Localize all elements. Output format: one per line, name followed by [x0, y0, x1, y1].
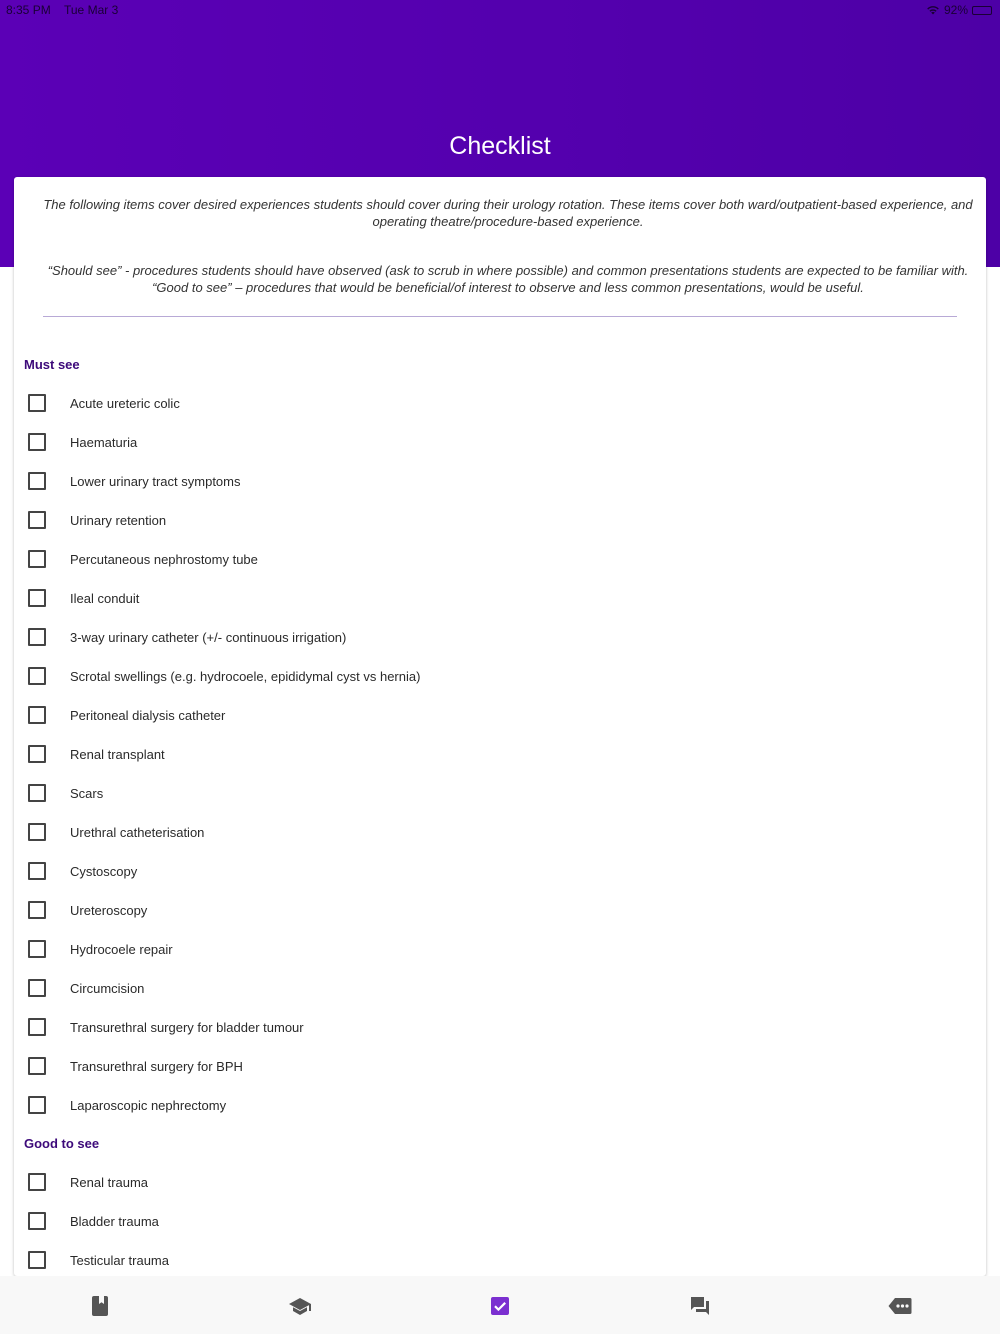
- checklist-item[interactable]: [28, 1015, 304, 1039]
- checklist-item[interactable]: [28, 703, 226, 727]
- checklist-item-label: Laparoscopic nephrectomy: [70, 1097, 227, 1113]
- checklist-item[interactable]: [28, 820, 205, 844]
- checkbox[interactable]: [28, 901, 46, 919]
- checklist-item[interactable]: [28, 625, 347, 649]
- divider: [43, 316, 957, 317]
- checkbox[interactable]: [28, 628, 46, 646]
- checklist-item-label: 3-way urinary catheter (+/- continuous irrigation): [70, 629, 347, 645]
- checklist-item-label: Circumcision: [70, 980, 145, 996]
- status-bar: [0, 0, 1000, 20]
- tab-more[interactable]: [888, 1294, 912, 1318]
- checklist-item-label: Ileal conduit: [70, 590, 140, 606]
- checklist-item[interactable]: [28, 1054, 243, 1078]
- tab-checklist[interactable]: [488, 1294, 512, 1318]
- checklist-item[interactable]: [28, 937, 173, 961]
- book-icon: [91, 1296, 109, 1316]
- checkbox[interactable]: [28, 1251, 46, 1269]
- checkbox[interactable]: [28, 1096, 46, 1114]
- bottom-tab-bar: [0, 1276, 1000, 1334]
- checkbox-checked-icon: [490, 1296, 510, 1316]
- battery-percent: 92%: [943, 3, 968, 17]
- checklist-item-label: Renal transplant: [70, 746, 165, 762]
- checklist-item[interactable]: [28, 547, 258, 571]
- checklist-item[interactable]: [28, 1093, 227, 1117]
- checklist-item-label: Urinary retention: [70, 512, 167, 528]
- checklist-item-label: Haematuria: [70, 434, 138, 450]
- checklist-item-label: Urethral catheterisation: [70, 824, 205, 840]
- checklist-item[interactable]: [28, 781, 104, 805]
- wifi-icon: [926, 5, 940, 15]
- checklist-item[interactable]: [28, 859, 138, 883]
- checklist-item-label: Scars: [70, 785, 104, 801]
- more-tag-icon: [888, 1297, 912, 1315]
- intro-legend: “Should see” - procedures students should have observed (ask to scrub in where possible) and common presentations students are expected to be familiar with. “Good to see” – procedures that would be beneficial/of interest to observe and less common presentations, would be useful.: [47, 263, 969, 295]
- checkbox[interactable]: [28, 394, 46, 412]
- checklist-item[interactable]: [28, 1170, 149, 1194]
- checklist-item[interactable]: [28, 469, 241, 493]
- checklist-item-label: Testicular trauma: [70, 1252, 169, 1268]
- intro-paragraph: The following items cover desired experiences students should cover during their urology rotation. These items cover both ward/outpatient-based experience, and operating theatre/procedure-based experience.: [43, 197, 973, 229]
- checkbox[interactable]: [28, 1057, 46, 1075]
- checklist-item-label: Ureteroscopy: [70, 902, 148, 918]
- checklist-item[interactable]: [28, 1209, 159, 1233]
- checkbox[interactable]: [28, 745, 46, 763]
- checkbox[interactable]: [28, 550, 46, 568]
- checklist-item-label: Hydrocoele repair: [70, 941, 173, 957]
- checklist-item[interactable]: [28, 508, 167, 532]
- checkbox[interactable]: [28, 589, 46, 607]
- section-title: Good to see: [24, 1136, 100, 1151]
- graduation-cap-icon: [288, 1296, 312, 1316]
- checklist-item[interactable]: [28, 664, 421, 688]
- checkbox[interactable]: [28, 706, 46, 724]
- checklist-item[interactable]: [28, 430, 138, 454]
- checklist-item-label: Lower urinary tract symptoms: [70, 473, 241, 489]
- page-title: Checklist: [449, 132, 551, 160]
- chat-icon: [689, 1295, 711, 1317]
- checkbox[interactable]: [28, 1018, 46, 1036]
- checkbox[interactable]: [28, 784, 46, 802]
- checklist-item[interactable]: [28, 976, 145, 1000]
- checklist-item-label: Percutaneous nephrostomy tube: [70, 551, 258, 567]
- status-date: Tue Mar 3: [64, 3, 119, 17]
- checklist-item-label: Peritoneal dialysis catheter: [70, 707, 226, 723]
- checkbox[interactable]: [28, 667, 46, 685]
- battery-icon: [972, 6, 992, 15]
- checklist-item[interactable]: [28, 1248, 169, 1272]
- checklist-item[interactable]: [28, 898, 148, 922]
- checkbox[interactable]: [28, 1173, 46, 1191]
- tab-book[interactable]: [88, 1294, 112, 1318]
- checkbox[interactable]: [28, 979, 46, 997]
- checkbox[interactable]: [28, 433, 46, 451]
- section-title: Must see: [24, 357, 80, 372]
- checklist-item-label: Bladder trauma: [70, 1213, 159, 1229]
- checklist-item-label: Transurethral surgery for bladder tumour: [70, 1019, 304, 1035]
- tab-forum[interactable]: [688, 1294, 712, 1318]
- checklist-item-label: Renal trauma: [70, 1174, 149, 1190]
- tab-learning[interactable]: [288, 1294, 312, 1318]
- checkbox[interactable]: [28, 823, 46, 841]
- checklist-item-label: Acute ureteric colic: [70, 395, 180, 411]
- checklist-item[interactable]: [28, 586, 140, 610]
- checkbox[interactable]: [28, 862, 46, 880]
- checklist-item-label: Scrotal swellings (e.g. hydrocoele, epididymal cyst vs hernia): [70, 668, 421, 684]
- checkbox[interactable]: [28, 940, 46, 958]
- status-time: 8:35 PM: [6, 3, 51, 17]
- checklist-card: [14, 177, 986, 1276]
- checkbox[interactable]: [28, 472, 46, 490]
- checklist-item[interactable]: [28, 742, 165, 766]
- checkbox[interactable]: [28, 1212, 46, 1230]
- checklist-item[interactable]: [28, 391, 180, 415]
- status-indicators: [926, 3, 992, 17]
- checkbox[interactable]: [28, 511, 46, 529]
- checklist-item-label: Transurethral surgery for BPH: [70, 1058, 243, 1074]
- checklist-item-label: Cystoscopy: [70, 863, 138, 879]
